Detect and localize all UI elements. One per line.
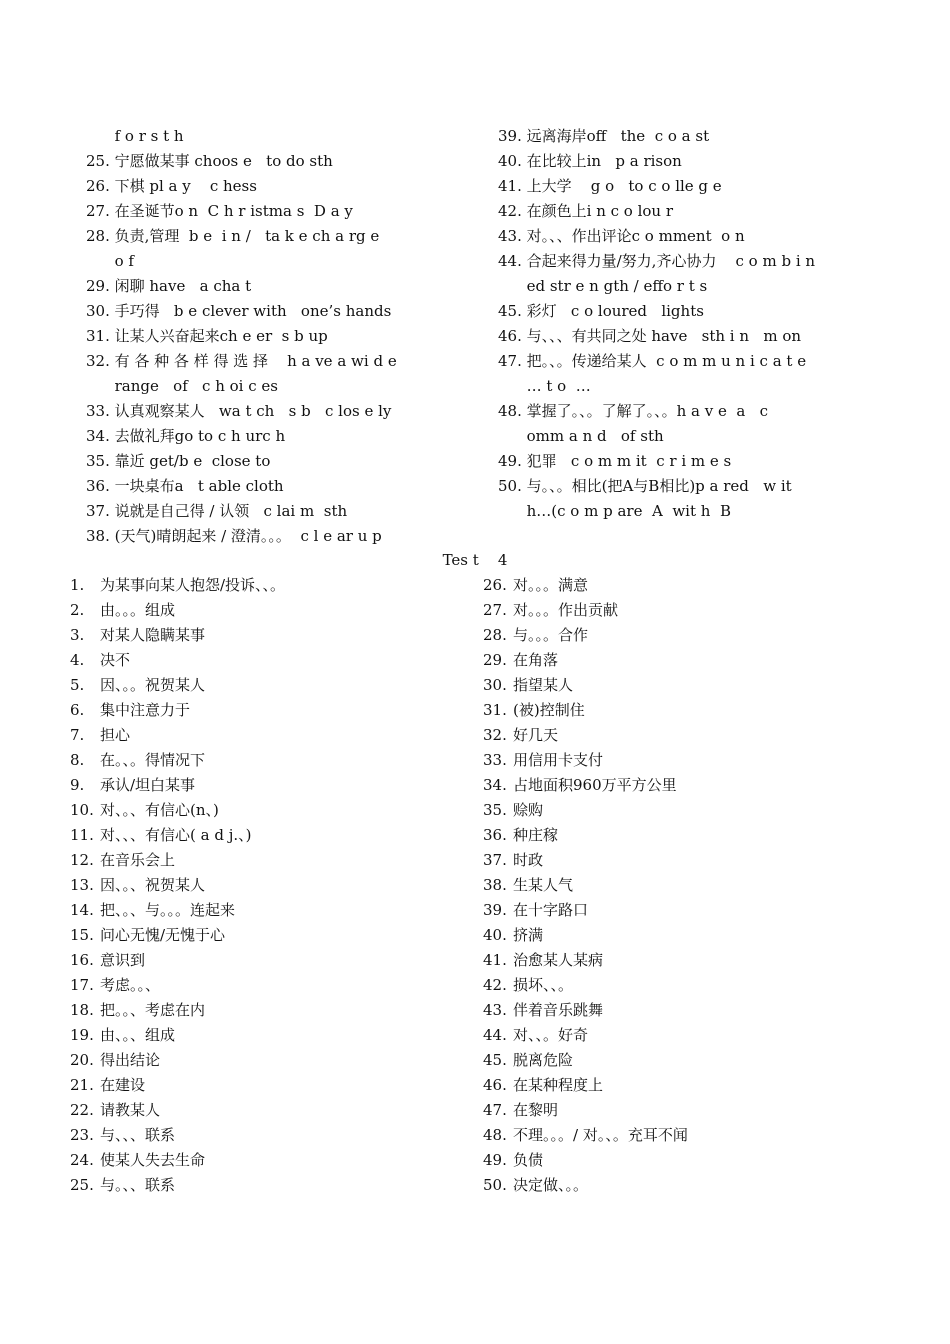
phrase-line: 50. 与。、。相比(把A与B相比)p a red w it: [498, 477, 792, 495]
list-item: [483, 1048, 873, 1073]
item-text: 好几天: [513, 726, 559, 744]
item-number: 4.: [70, 651, 85, 669]
item-number: 23.: [70, 1126, 94, 1144]
item-number: 36.: [483, 826, 507, 844]
item-text: 对。。。满意: [513, 576, 589, 594]
item-text: 把、。、与。。。连起来: [100, 901, 236, 919]
phrase-line: 46. 与、、、有共同之处 have sth i n m on: [498, 327, 802, 345]
list-item: [70, 798, 460, 823]
item-number: 5.: [70, 676, 85, 694]
list-item: [70, 973, 460, 998]
phrase-line: 28. 负责,管理 b e i n / ta k e ch a rg e: [86, 227, 380, 245]
list-item: [70, 1048, 460, 1073]
item-text: 指望某人: [513, 676, 574, 694]
item-number: 45.: [483, 1051, 507, 1069]
list-item: [70, 648, 460, 673]
phrase-line: 47. 把。、。传递给某人 c o m m u n i c a t e: [498, 352, 807, 370]
phrase-line: 48. 掌握了。、。了解了。、。h a v e a c: [498, 402, 769, 420]
phrase-list-right: [498, 124, 878, 524]
item-number: 33.: [483, 751, 507, 769]
item-text: 生某人气: [513, 876, 574, 894]
list-item: [483, 1148, 873, 1173]
phrase-line: 32. 有 各 种 各 样 得 选 择 h a ve a wi d e: [86, 352, 397, 370]
item-number: 31.: [483, 701, 507, 719]
list-item: [483, 673, 873, 698]
phrase-line: … t o …: [498, 377, 591, 395]
phrase-line: 31. 让某人兴奋起来ch e er s b up: [86, 327, 328, 345]
item-number: 21.: [70, 1076, 94, 1094]
list-item: [483, 823, 873, 848]
item-number: 15.: [70, 926, 94, 944]
item-number: 11.: [70, 826, 94, 844]
list-item: [483, 1123, 873, 1148]
item-number: 41.: [483, 951, 507, 969]
list-item: [483, 898, 873, 923]
list-item: [70, 1148, 460, 1173]
list-item: [70, 848, 460, 873]
item-text: 与。、、联系: [100, 1176, 176, 1194]
item-number: 30.: [483, 676, 507, 694]
item-text: 在。、。得情况下: [100, 751, 206, 769]
test-list-left: [70, 573, 460, 1198]
item-text: 伴着音乐跳舞: [513, 1001, 604, 1019]
phrase-line: 35. 靠近 get/b e close to: [86, 452, 271, 470]
list-item: [70, 748, 460, 773]
item-number: 34.: [483, 776, 507, 794]
item-number: 40.: [483, 926, 507, 944]
list-item: [483, 648, 873, 673]
test-list-right: [483, 573, 873, 1198]
phrase-line: 30. 手巧得 b e clever with one’s hands: [86, 302, 392, 320]
phrase-line: range of c h oi c es: [86, 377, 278, 395]
item-text: 对、。、有信心(n、): [100, 801, 219, 819]
item-text: 因、。、祝贺某人: [100, 876, 206, 894]
list-item: [70, 673, 460, 698]
phrase-line: 39. 远离海岸off the c o a st: [498, 127, 710, 145]
item-number: 17.: [70, 976, 94, 994]
item-text: 占地面积960万平方公里: [513, 776, 677, 794]
item-number: 32.: [483, 726, 507, 744]
phrase-line: o f: [86, 252, 134, 270]
item-number: 20.: [70, 1051, 94, 1069]
item-text: 因、。。祝贺某人: [100, 676, 206, 694]
phrase-line: 45. 彩灯 c o loured lights: [498, 302, 704, 320]
item-number: 14.: [70, 901, 94, 919]
item-text: 治愈某人某病: [513, 951, 604, 969]
item-number: 16.: [70, 951, 94, 969]
item-text: 与。。。合作: [513, 626, 589, 644]
list-item: [483, 773, 873, 798]
phrase-line: 26. 下棋 pl a y c hess: [86, 177, 257, 195]
list-item: [483, 848, 873, 873]
item-number: 43.: [483, 1001, 507, 1019]
list-item: [70, 948, 460, 973]
list-item: [70, 1023, 460, 1048]
list-item: [483, 873, 873, 898]
item-text: 考虑。。、: [100, 976, 161, 994]
list-item: [483, 1073, 873, 1098]
item-number: 46.: [483, 1076, 507, 1094]
phrase-line: 41. 上大学 g o to c o lle g e: [498, 177, 722, 195]
item-text: 得出结论: [100, 1051, 161, 1069]
list-item: [70, 898, 460, 923]
item-text: 与、、、联系: [100, 1126, 176, 1144]
item-text: 对、、。好奇: [513, 1026, 589, 1044]
item-number: 48.: [483, 1126, 507, 1144]
item-number: 10.: [70, 801, 94, 819]
phrase-line: 37. 说就是自己得 / 认领 c lai m sth: [86, 502, 348, 520]
list-item: [70, 598, 460, 623]
list-item: [70, 723, 460, 748]
item-text: 在黎明: [513, 1101, 559, 1119]
item-number: 28.: [483, 626, 507, 644]
phrase-line: 25. 宁愿做某事 choos e to do sth: [86, 152, 333, 170]
phrase-line: 27. 在圣诞节o n C h r istma s D a y: [86, 202, 353, 220]
item-text: 使某人失去生命: [100, 1151, 206, 1169]
phrase-list-left: [86, 124, 466, 549]
item-number: 49.: [483, 1151, 507, 1169]
list-item: [483, 948, 873, 973]
item-number: 35.: [483, 801, 507, 819]
phrase-line: h…(c o m p are A wit h B: [498, 502, 731, 520]
item-number: 26.: [483, 576, 507, 594]
item-text: 负债: [513, 1151, 544, 1169]
item-text: (被)控制住: [513, 701, 585, 719]
test-title: Tes t 4: [442, 551, 508, 569]
item-text: 由。。。组成: [100, 601, 176, 619]
item-number: 3.: [70, 626, 85, 644]
list-item: [483, 1098, 873, 1123]
list-item: [70, 1098, 460, 1123]
phrase-line: 33. 认真观察某人 wa t ch s b c los e ly: [86, 402, 392, 420]
list-item: [483, 623, 873, 648]
item-text: 在音乐会上: [100, 851, 176, 869]
item-number: 29.: [483, 651, 507, 669]
item-number: 50.: [483, 1176, 507, 1194]
list-item: [483, 573, 873, 598]
list-item: [70, 998, 460, 1023]
item-number: 12.: [70, 851, 94, 869]
item-text: 在某种程度上: [513, 1076, 604, 1094]
phrase-line: 49. 犯罪 c o m m it c r i m e s: [498, 452, 732, 470]
item-text: 把。。、考虑在内: [100, 1001, 206, 1019]
phrase-line: 29. 闲聊 have a cha t: [86, 277, 252, 295]
item-number: 27.: [483, 601, 507, 619]
item-number: 1.: [70, 576, 85, 594]
item-text: 对、、、有信心( a d j.、): [100, 826, 252, 844]
list-item: [70, 823, 460, 848]
item-text: 承认/坦白某事: [100, 776, 196, 794]
phrase-line: 34. 去做礼拜go to c h urc h: [86, 427, 286, 445]
item-text: 为某事向某人抱怨/投诉、、。: [100, 576, 286, 594]
item-number: 7.: [70, 726, 85, 744]
list-item: [70, 573, 460, 598]
list-item: [70, 1173, 460, 1198]
item-text: 种庄稼: [513, 826, 559, 844]
item-number: 24.: [70, 1151, 94, 1169]
item-text: 挤满: [513, 926, 544, 944]
item-number: 22.: [70, 1101, 94, 1119]
list-item: [483, 598, 873, 623]
phrase-line: 42. 在颜色上i n c o lou r: [498, 202, 674, 220]
item-text: 请教某人: [100, 1101, 161, 1119]
list-item: [70, 623, 460, 648]
item-text: 在建设: [100, 1076, 146, 1094]
item-number: 2.: [70, 601, 85, 619]
list-item: [483, 973, 873, 998]
list-item: [483, 923, 873, 948]
item-number: 9.: [70, 776, 85, 794]
item-number: 39.: [483, 901, 507, 919]
list-item: [70, 1073, 460, 1098]
item-text: 由、。、组成: [100, 1026, 176, 1044]
item-number: 44.: [483, 1026, 507, 1044]
phrase-line: 43. 对。、、作出评论c o mment o n: [498, 227, 745, 245]
list-item: [483, 748, 873, 773]
list-item: [483, 1023, 873, 1048]
item-number: 13.: [70, 876, 94, 894]
item-text: 在十字路口: [513, 901, 589, 919]
item-text: 赊购: [513, 801, 544, 819]
list-item: [70, 773, 460, 798]
item-number: 25.: [70, 1176, 94, 1194]
item-text: 担心: [100, 726, 131, 744]
phrase-line: 38. (天气)晴朗起来 / 澄清。。。 c l e ar u p: [86, 527, 382, 545]
list-item: [70, 873, 460, 898]
item-text: 不理。。。/ 对。、。充耳不闻: [513, 1126, 688, 1144]
list-item: [70, 698, 460, 723]
item-number: 6.: [70, 701, 85, 719]
item-number: 38.: [483, 876, 507, 894]
item-text: 决定做、。。: [513, 1176, 589, 1194]
phrase-line: 36. 一块桌布a t able cloth: [86, 477, 284, 495]
item-number: 37.: [483, 851, 507, 869]
item-number: 8.: [70, 751, 85, 769]
list-item: [483, 1173, 873, 1198]
item-text: 问心无愧/无愧于心: [100, 926, 226, 944]
item-number: 18.: [70, 1001, 94, 1019]
list-item: [483, 798, 873, 823]
list-item: [70, 923, 460, 948]
item-number: 47.: [483, 1101, 507, 1119]
item-text: 集中注意力于: [100, 701, 191, 719]
list-item: [483, 998, 873, 1023]
item-text: 对某人隐瞒某事: [100, 626, 206, 644]
phrase-line: omm a n d of sth: [498, 427, 664, 445]
item-number: 19.: [70, 1026, 94, 1044]
item-text: 在角落: [513, 651, 559, 669]
phrase-line: 44. 合起来得力量/努力,齐心协力 c o m b i n: [498, 252, 816, 270]
list-item: [483, 698, 873, 723]
item-text: 损坏、、。: [513, 976, 574, 994]
item-text: 决不: [100, 651, 131, 669]
item-number: 42.: [483, 976, 507, 994]
phrase-line: ed str e n gth / effo r t s: [498, 277, 708, 295]
item-text: 意识到: [100, 951, 146, 969]
item-text: 脱离危险: [513, 1051, 574, 1069]
item-text: 用信用卡支付: [513, 751, 604, 769]
phrase-line: 40. 在比较上in p a rison: [498, 152, 682, 170]
list-item: [70, 1123, 460, 1148]
list-item: [483, 723, 873, 748]
item-text: 对。。。作出贡献: [513, 601, 619, 619]
phrase-line: f o r s t h: [86, 127, 184, 145]
item-text: 时政: [513, 851, 544, 869]
